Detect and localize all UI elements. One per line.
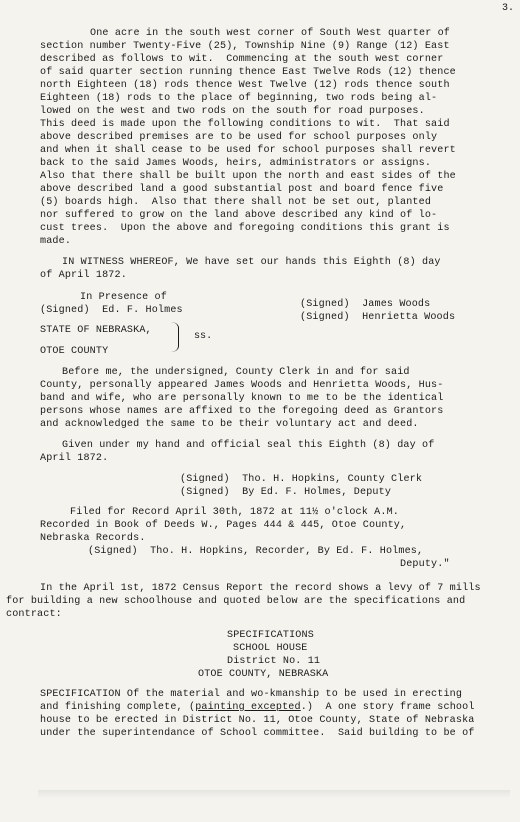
page-number: 3.	[501, 3, 514, 14]
deed-line: made.	[40, 236, 72, 247]
spec-line: under the superintendance of School committee. Said building to be of	[40, 728, 475, 739]
seal-line: April 1872.	[40, 453, 109, 464]
spec-line: house to be erected in District No. 11, Otoe County, State of Nebraska	[40, 715, 475, 726]
brace-mark	[170, 322, 179, 352]
census-line: In the April 1st, 1872 Census Report the record shows a levy of 7 mills	[40, 583, 481, 594]
deed-line: described as follows to wit. Commencing at the south west corner	[40, 54, 444, 65]
deed-line: north Eighteen (18) rods thence West Twelve (12) rods thence south	[40, 80, 450, 91]
state-label: STATE OF NEBRASKA,	[40, 325, 152, 336]
spec-line	[40, 701, 475, 714]
deed-line: Eighteen (18) rods to the place of beginning, two rods being al-	[40, 93, 438, 104]
signature-holmes: (Signed) Ed. F. Holmes	[40, 305, 183, 316]
deed-line: This deed is made upon the following conditions to wit. That said	[40, 119, 450, 130]
presence-label: In Presence of	[80, 292, 167, 303]
spec-line-text: and finishing complete, (	[40, 702, 196, 713]
signature-holmes-deputy: (Signed) By Ed. F. Holmes, Deputy	[180, 487, 392, 498]
clerk-line: persons whose names are affixed to the foregoing deed as Grantors	[40, 406, 444, 417]
deed-line: and when it shall cease to be used for school purposes shall revert	[40, 145, 456, 156]
signature-james: (Signed) James Woods	[300, 299, 431, 310]
scan-shadow	[38, 790, 510, 798]
spec-line-text: .) A one story frame school	[300, 702, 475, 713]
spec-heading-school: SCHOOL HOUSE	[233, 643, 308, 654]
deed-line: above described land a good substantial post and board fence five	[40, 184, 444, 195]
spec-heading-county: OTOE COUNTY, NEBRASKA	[198, 669, 329, 680]
spec-line: SPECIFICATION Of the material and wo-kmanship to be used in erecting	[40, 689, 463, 700]
deed-line: One acre in the south west corner of South West quarter of	[90, 28, 451, 39]
clerk-line: County, personally appeared James Woods and Henrietta Woods, Hus-	[40, 380, 444, 391]
signature-henrietta: (Signed) Henrietta Woods	[300, 312, 456, 323]
painting-excepted-underlined: painting excepted	[195, 702, 301, 713]
signature-hopkins-clerk: (Signed) Tho. H. Hopkins, County Clerk	[180, 474, 423, 485]
deed-line: (5) boards high. Also that there shall not be set out, planted	[40, 197, 432, 208]
ss-mark: ss.	[194, 331, 213, 342]
witness-line: IN WITNESS WHEREOF, We have set our hands this Eighth (8) day	[62, 257, 441, 268]
filed-line: Recorded in Book of Deeds W., Pages 444 & 445, Otoe County,	[40, 520, 407, 531]
spec-heading-district: District No. 11	[227, 656, 321, 667]
seal-line: Given under my hand and official seal this Eighth (8) day of	[62, 440, 435, 451]
clerk-line: Before me, the undersigned, County Clerk in and for said	[62, 367, 410, 378]
clerk-line: and acknowledged the same to be their voluntary act and deed.	[40, 419, 419, 430]
deed-line: cust trees. Upon the above and foregoing conditions this grant is	[40, 223, 450, 234]
spec-heading-title: SPECIFICATIONS	[227, 630, 314, 641]
county-label: OTOE COUNTY	[40, 346, 109, 357]
recorder-line: (Signed) Tho. H. Hopkins, Recorder, By Ed. F. Holmes,	[88, 546, 424, 557]
deed-line: of said quarter section running thence East Twelve Rods (12) thence	[40, 67, 456, 78]
filed-line: Filed for Record April 30th, 1872 at 11½ o'clock A.M.	[70, 507, 399, 518]
deed-line: Also that there shall be built upon the north and east sides of the	[40, 171, 456, 182]
witness-line: of April 1872.	[40, 270, 127, 281]
census-line: contract:	[6, 609, 62, 620]
clerk-line: band and wife, who are personally known to me to be the identical	[40, 393, 444, 404]
filed-line: Nebraska Records.	[40, 533, 146, 544]
deed-line: above described premises are to be used for school purposes only	[40, 132, 438, 143]
deed-line: lowed on the west and two rods on the south for road purposes.	[40, 106, 425, 117]
deed-line: back to the said James Woods, heirs, administrators or assigns.	[40, 158, 432, 169]
census-line: for building a new schoolhouse and quoted below are the specifications and	[6, 596, 466, 607]
deed-line: nor suffered to grow on the land above described any kind of lo-	[40, 210, 438, 221]
deed-line: section number Twenty-Five (25), Township Nine (9) Range (12) East	[40, 41, 450, 52]
deputy-line: Deputy."	[400, 559, 450, 570]
